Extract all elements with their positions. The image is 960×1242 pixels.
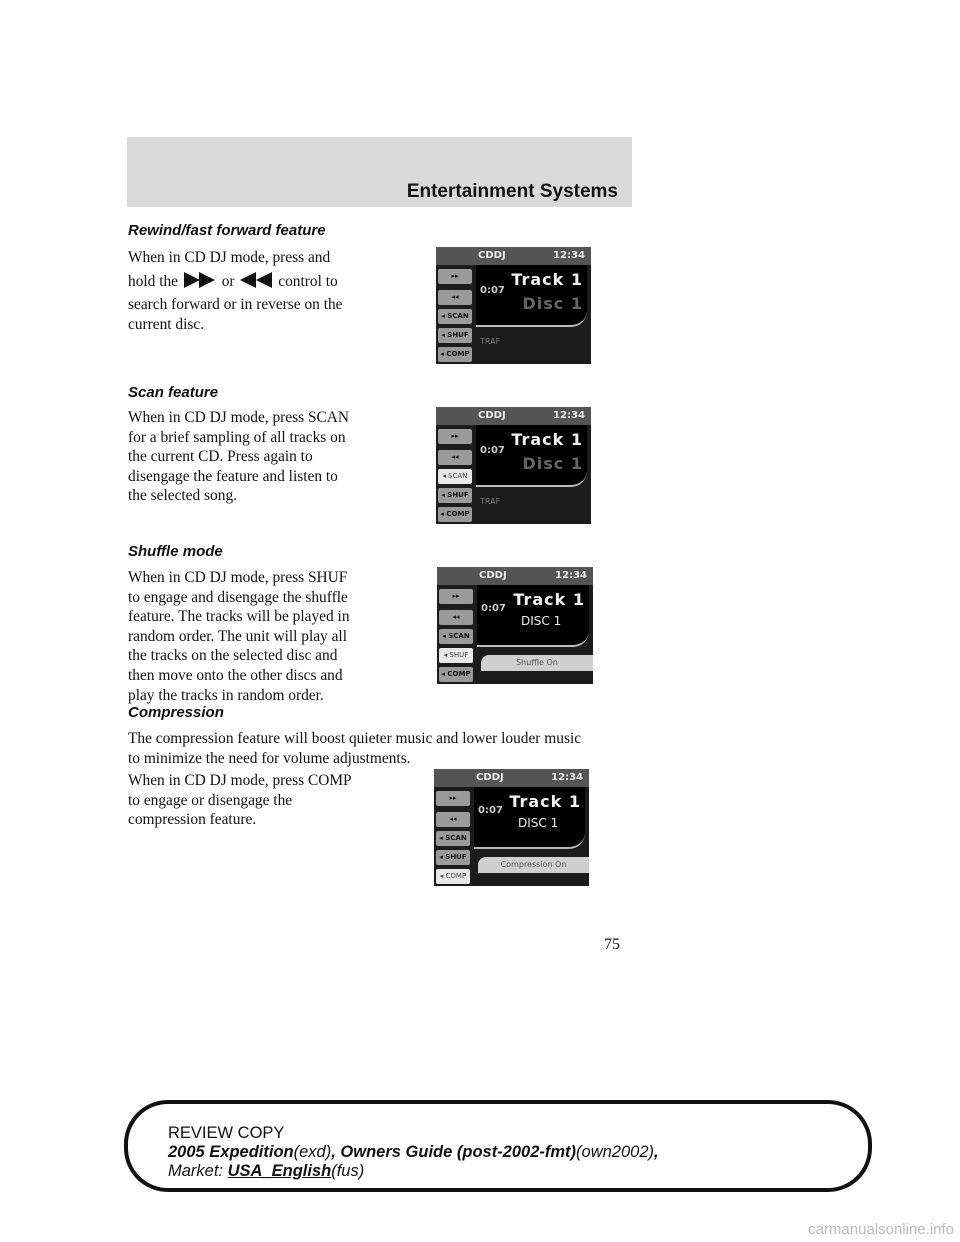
- display-mode: CDDJ: [476, 772, 504, 783]
- compression-intro: The compression feature will boost quieter music and lower louder music to minimize the need for volume adjustments.: [128, 730, 582, 767]
- display-traf: TRAF: [480, 497, 501, 506]
- review-copy-box: [124, 1100, 872, 1192]
- rewind-icon: [238, 272, 274, 288]
- shuf-button: ◂ SHUF: [438, 488, 472, 503]
- rewind-text: [128, 248, 343, 334]
- watermark: carmanualsonline.info: [808, 1221, 954, 1238]
- display-elapsed-time: 0:07: [481, 603, 506, 614]
- document-identity-line: 2005 Expedition(exd), Owners Guide (post-2002-fmt)(own2002),: [168, 1143, 659, 1161]
- scan-button: ◂ SCAN: [438, 469, 472, 484]
- display-clock: 12:34: [555, 570, 587, 581]
- shuf-button: ◂ SHUF: [438, 328, 472, 343]
- shuffle-heading: Shuffle mode: [128, 543, 223, 560]
- display-elapsed-time: 0:07: [480, 445, 505, 456]
- ff-button: ▸▸: [439, 589, 473, 604]
- shuf-button: ◂ SHUF: [436, 850, 470, 865]
- display-elapsed-time: 0:07: [480, 285, 505, 296]
- scan-heading: Scan feature: [128, 384, 219, 401]
- display-track: Track 1: [511, 270, 583, 289]
- scan-button: ◂ SCAN: [439, 629, 473, 644]
- display-disc: Disc 1: [522, 454, 583, 473]
- display-disc: Disc 1: [522, 294, 583, 313]
- display-track: Track 1: [509, 792, 581, 811]
- display-mode: CDDJ: [478, 250, 506, 261]
- market-line: Market: USA_English(fus): [168, 1162, 365, 1180]
- rewind-line: When in CD DJ mode, press and: [128, 249, 331, 266]
- compression-text: When in CD DJ mode, press COMP to engage or disengage the compression feature.: [128, 772, 352, 829]
- ff-button: ▸▸: [438, 269, 472, 284]
- scan-button: ◂ SCAN: [436, 831, 470, 846]
- ff-button: ▸▸: [436, 791, 470, 806]
- display-clock: 12:34: [553, 250, 585, 261]
- rewind-line: current disc.: [128, 315, 205, 333]
- display-elapsed-time: 0:07: [478, 805, 503, 816]
- scan-button: ◂ SCAN: [438, 309, 472, 324]
- display-mode: CDDJ: [479, 570, 507, 581]
- fast-forward-icon: [182, 272, 218, 288]
- display-disc: DISC 1: [518, 816, 559, 830]
- display-traf: TRAF: [480, 337, 501, 346]
- rewind-line: search forward or in reverse on the: [128, 296, 343, 314]
- rew-button: ◂◂: [438, 450, 472, 465]
- rew-button: ◂◂: [439, 610, 473, 625]
- compression-heading: Compression: [128, 704, 224, 721]
- cddj-display-compression: [434, 769, 589, 886]
- display-disc: DISC 1: [521, 614, 562, 628]
- display-mode: CDDJ: [478, 410, 506, 421]
- rew-button: ◂◂: [438, 290, 472, 305]
- scan-text: When in CD DJ mode, press SCAN for a brief sampling of all tracks on the current CD. Press again to disengage the feature and listen to the selected song.: [128, 409, 350, 505]
- comp-button: ◂ COMP: [438, 507, 472, 522]
- display-track: Track 1: [513, 590, 585, 609]
- review-copy-label: REVIEW COPY: [168, 1124, 285, 1142]
- comp-button: ◂ COMP: [438, 347, 472, 362]
- display-status-shuffle: Shuffle On: [481, 655, 593, 671]
- cddj-display-shuffle: [437, 567, 593, 684]
- rew-button: ◂◂: [436, 812, 470, 827]
- display-status-compression: Compression On: [478, 857, 589, 873]
- display-track: Track 1: [511, 430, 583, 449]
- cddj-display-scan: [436, 407, 591, 524]
- ff-button: ▸▸: [438, 429, 472, 444]
- rewind-heading: Rewind/fast forward feature: [128, 222, 326, 239]
- rewind-line: hold the or control to: [128, 272, 338, 290]
- cddj-display-rewind: [436, 247, 591, 364]
- display-clock: 12:34: [553, 410, 585, 421]
- comp-button: ◂ COMP: [436, 869, 470, 884]
- header-band: [127, 137, 632, 207]
- comp-button: ◂ COMP: [439, 667, 473, 682]
- shuffle-text: When in CD DJ mode, press SHUF to engage and disengage the shuffle feature. The tracks will be played in random order. The unit will play all the tracks on the selected disc and then move onto the other discs and play the tracks in random order.: [128, 569, 350, 704]
- page-number: 75: [604, 936, 620, 953]
- shuf-button: ◂ SHUF: [439, 648, 473, 663]
- section-title: Entertainment Systems: [406, 181, 618, 202]
- display-clock: 12:34: [551, 772, 583, 783]
